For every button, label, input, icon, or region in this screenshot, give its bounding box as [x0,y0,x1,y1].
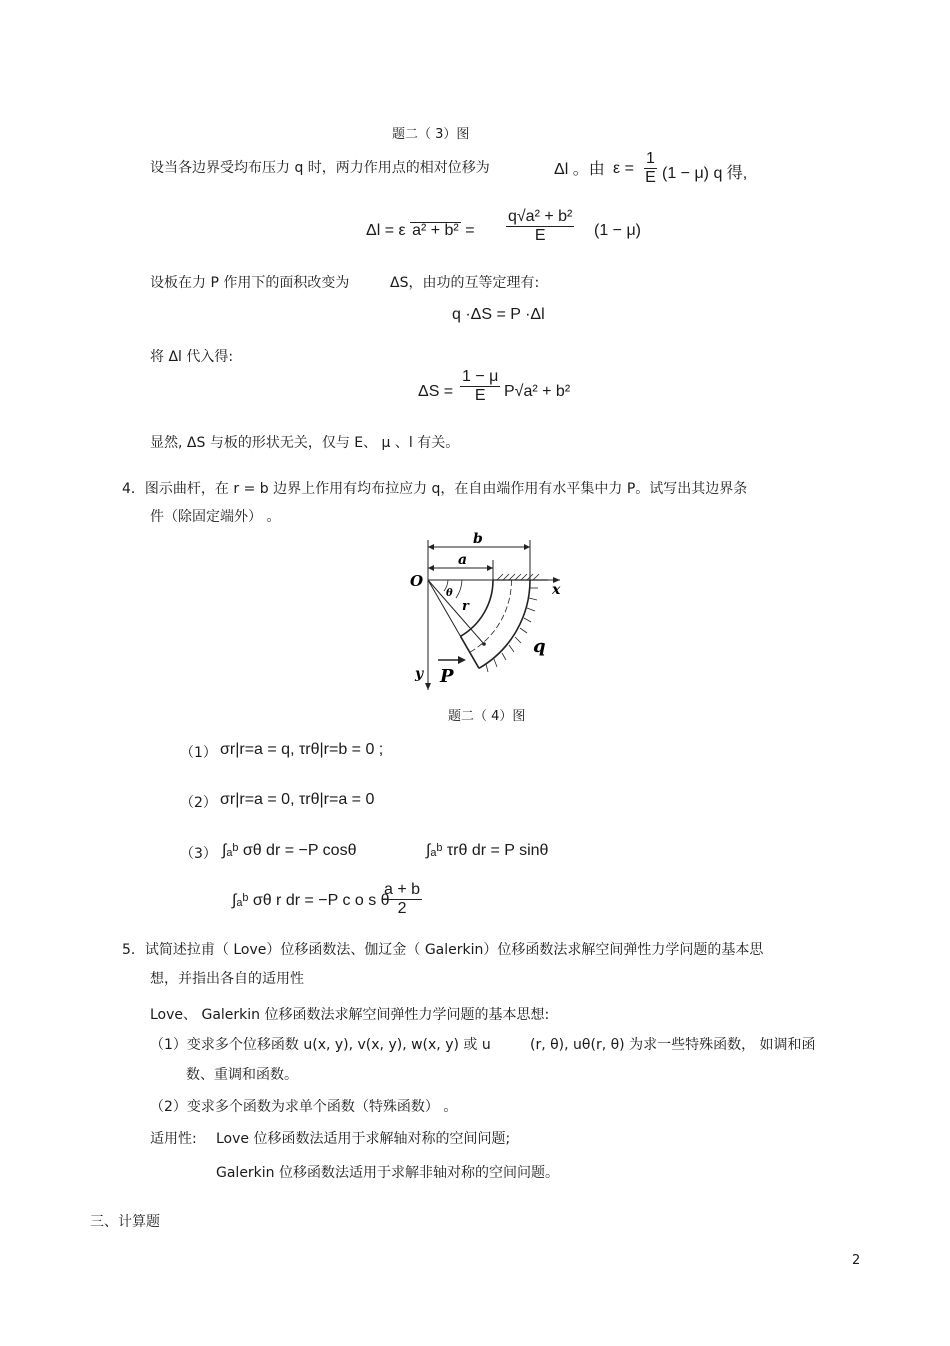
label-q: q [533,636,546,657]
strain-fraction [644,150,657,187]
paragraph-area-tail: ΔS，由功的互等定理有: [390,275,540,291]
fraction-denominator: E [645,169,656,186]
equals-sign: = [465,222,475,239]
label-P: P [440,666,454,687]
equation-tail: (1 − μ) [594,222,642,239]
label-r: r [462,599,469,614]
label-x: x [552,582,561,598]
equation-reciprocal: q ·ΔS = P ·Δl [452,306,545,323]
bc-1-number: （1） [180,745,217,761]
fraction-denominator: 2 [397,900,407,917]
paragraph-displacement [150,157,490,177]
bc-3-equation-3: ∫ₐᵇ σθ r dr = −P c o s θ [232,892,390,909]
question-5-item2: （2）变求多个函数为求单个函数（特殊函数） 。 [150,1099,458,1115]
bc-1-equation: σr|r=a = q, τrθ|r=b = 0 ; [220,741,384,758]
bc-3-fraction [382,881,422,918]
paragraph-text: 设板在力 P 作用下的面积改变为 [150,275,350,291]
label-b: b [473,531,483,547]
figure-caption-4: 题二（ 4）图 [448,709,526,724]
fraction-denominator: E [534,227,546,244]
question-5-line1: 5．试简述拉甫（ Love）位移函数法、伽辽金（ Galerkin）位移函数法求解空间弹性力学问题的基本思 [122,942,764,958]
equation-lhs: Δl = ε [366,222,406,239]
label-theta: θ [446,588,453,599]
question-5-item1b: (r, θ), uθ(r, θ) 为求一些特殊函数， 如调和函 [530,1037,816,1053]
question-5-item1a: （1）变求多个位移函数 u(x, y), v(x, y), w(x, y) 或 u [150,1037,491,1053]
bc-2-number: （2） [180,795,217,811]
figure-caption-3: 题二（ 3）图 [392,127,470,142]
label-a: a [458,552,468,568]
fraction-numerator: 1 − μ [462,368,499,385]
epsilon-label: ε = [613,160,634,177]
question-5-item1c: 数、重调和函数。 [186,1067,298,1083]
label-y: y [415,666,424,682]
paragraph-area-change [150,272,349,292]
equation-delta-l [366,222,475,240]
equation-delta-s-tail: P√a² + b² [504,383,571,400]
bc-2-equation: σr|r=a = 0, τrθ|r=a = 0 [220,791,375,808]
bc-3-number: （3） [180,846,217,862]
strain-tail: (1 − μ) q 得, [662,165,748,182]
question-4-line2: 件（除固定端外） 。 [150,509,281,525]
sqrt-term: a² + b² [412,222,459,239]
paragraph-substitute: 将 Δl 代入得: [150,349,234,365]
fraction-numerator: 1 [646,150,655,167]
paragraph-conclusion: 显然, ΔS 与板的形状无关，仅与 E、 μ 、l 有关。 [150,435,460,451]
bc-3-equation-1: ∫ₐᵇ σθ dr = −P cosθ [222,842,357,859]
page-number: 2 [852,1253,861,1268]
bc-3-equation-2: ∫ₐᵇ τrθ dr = P sinθ [426,842,549,859]
paragraph-text: 设当各边界受均布压力 q 时，两力作用点的相对位移为 [150,160,490,176]
curved-bar-figure [400,530,570,700]
question-5-heading: Love、 Galerkin 位移函数法求解空间弹性力学问题的基本思想: [150,1007,550,1023]
equation-delta-s-fraction [460,368,500,405]
applicability-label: 适用性: [150,1131,197,1147]
section-heading-calculation: 三、计算题 [90,1214,160,1230]
fraction-numerator: a + b [384,881,421,898]
label-origin: O [410,572,424,590]
question-5-line2: 想，并指出各自的适用性 [150,971,304,987]
equation-fraction [506,208,574,245]
fraction-denominator: E [474,387,486,404]
equation-delta-s-lhs: ΔS = [418,383,454,400]
applicability-love: Love 位移函数法适用于求解轴对称的空间问题; [216,1131,511,1147]
fraction-numerator: q√a² + b² [508,208,573,225]
applicability-galerkin: Galerkin 位移函数法适用于求解非轴对称的空间问题。 [216,1165,560,1181]
delta-l-label: Δl 。由 [554,161,605,178]
question-4-line1: 4．图示曲杆，在 r = b 边界上作用有均布拉应力 q，在自由端作用有水平集中力 P。试写出其边界条 [122,481,748,497]
